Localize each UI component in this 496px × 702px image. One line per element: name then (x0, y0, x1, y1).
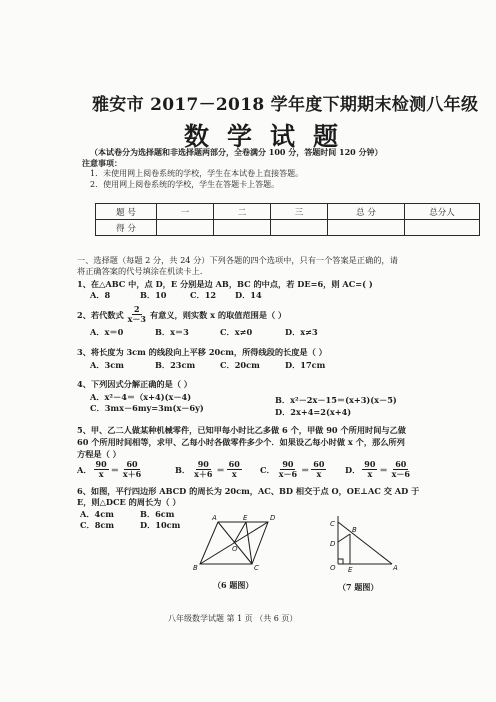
page-footer: 八年级数学试题 第 1 页 （共 6 页） (168, 614, 298, 623)
label-d: D (270, 514, 276, 522)
question-2-option-a: A．x＝0 (90, 327, 124, 337)
fraction-numerator: 60 (126, 459, 138, 469)
figure-6-caption: （6 题图） (213, 580, 254, 590)
score-table-cell: 得 分 (96, 220, 157, 236)
question-6-option-a: A．4cm (80, 509, 114, 519)
exam-note: （本试卷分为选择题和非选择题两部分，全卷满分 100 分，答题时间 120 分钟） (90, 147, 383, 157)
question-6-option-b: B．6cm (140, 509, 175, 519)
fraction-right (227, 460, 242, 479)
question-5-option-d (345, 460, 414, 479)
question-2-option-c: C．x≠0 (220, 327, 253, 337)
fraction-left (94, 460, 109, 479)
fraction-left (192, 460, 214, 479)
question-2-fraction (126, 305, 148, 324)
equals-sign: ＝ (216, 464, 225, 475)
fraction-numerator: 90 (197, 459, 209, 469)
fraction-denominator: x＋6 (122, 469, 142, 479)
figure-6-parallelogram (190, 512, 295, 572)
question-1-stem: 1、在△ABC 中，点 D，E 分别是边 AB，BC 的中点，若 DE=6，则 AC=( ) (77, 279, 373, 289)
question-5-option-b (175, 460, 244, 479)
question-3-option-a: A．3cm (90, 360, 124, 370)
label-o: O (232, 545, 238, 553)
label-e: E (348, 566, 353, 574)
fraction-denominator: x＋6 (194, 469, 213, 479)
option-label: A． (77, 464, 92, 475)
score-table-cell: 一 (157, 204, 214, 220)
question-6-line-2: E，则△DCE 的周长为（ ） (77, 497, 181, 507)
fraction-numerator: 90 (95, 459, 107, 469)
fraction-numerator: 2 (134, 304, 140, 314)
option-label: B． (175, 464, 191, 475)
score-cell-empty[interactable] (271, 220, 328, 236)
figure-7-triangle (322, 512, 412, 574)
question-4-option-a: A．x²－4＝（x+4)(x－4) (90, 392, 192, 402)
segment-inner (338, 534, 350, 542)
question-6-option-d: D．10cm (140, 520, 181, 530)
fraction-numerator: 60 (395, 459, 407, 469)
score-table (95, 203, 480, 236)
label-d: D (330, 540, 336, 548)
question-5-option-a (77, 460, 145, 479)
question-2-option-b: B．x＝3 (155, 327, 189, 337)
option-label: C． (260, 464, 275, 475)
question-3-stem: 3、将长度为 3cm 的线段向上平移 20cm，所得线段的长度是（ ） (77, 347, 327, 357)
question-2-stem-post: 有意义，则实数 x 的取值范围是（ ） (149, 309, 287, 320)
fraction-numerator: 60 (228, 459, 240, 469)
notice-item-2: 2．使用网上阅卷系统的学校，学生在答题卡上答题。 (90, 180, 280, 189)
question-1-option-a: A．8 (90, 290, 111, 300)
score-cell-empty[interactable] (157, 220, 214, 236)
question-6-line-1: 6、如图，平行四边形 ABCD 的周长为 20cm，AC、BD 相交于点 O，OE⊥AC 交 AD 于 (77, 486, 420, 496)
notice-item-1: 1．未使用网上阅卷系统的学校，学生在本试卷上直接答题。 (90, 169, 304, 178)
score-table-header-row (96, 204, 480, 220)
question-3-option-b: B．23cm (155, 360, 196, 370)
question-3-option-c: C．20cm (220, 360, 260, 370)
fraction-left (362, 460, 377, 479)
label-o: O (330, 564, 336, 572)
score-cell-empty[interactable] (328, 220, 405, 236)
fraction-denominator: x－6 (391, 469, 410, 479)
fraction-left (277, 460, 299, 479)
question-4-option-c: C．3mx－6my=3m(x－6y) (90, 403, 204, 413)
label-e: E (243, 514, 248, 522)
question-1-option-d: D．14 (235, 290, 262, 300)
question-5-line-2: 60 个所用时间相等，求甲、乙每小时各做零件多少个．如果设乙每小时做 x 个，那么所列 (77, 437, 405, 447)
score-table-cell: 总 分 (328, 204, 405, 220)
question-2-stem-pre: 2、若代数式 (77, 309, 124, 320)
question-1-option-b: B．10 (140, 290, 167, 300)
fraction-denominator: x (367, 469, 373, 479)
fraction-numerator: 90 (282, 459, 294, 469)
fraction-denominator: x－6 (278, 469, 298, 479)
question-5-line-3: 方程是（ ） (77, 449, 121, 459)
label-c: C (254, 564, 259, 572)
question-5-line-1: 5、甲、乙二人做某种机械零件，已知甲每小时比乙多做 6 个，甲做 90 个所用时间与乙做 (77, 425, 406, 435)
question-3-option-d: D．17cm (285, 360, 326, 370)
label-b: B (352, 526, 357, 534)
exam-title: 雅安市 2017－2018 学年度下期期末检测八年级 (92, 95, 479, 115)
subject-title: 数学试题 (184, 122, 357, 151)
score-table-score-row (96, 220, 480, 236)
segment-hypotenuse (338, 522, 392, 564)
question-4-option-b: B．x²－2x－15＝(x+3)(x－5) (275, 395, 397, 405)
notice-title: 注意事项： (82, 158, 122, 168)
score-table-cell: 二 (214, 204, 271, 220)
score-table-cell: 总分人 (405, 204, 480, 220)
question-4-stem: 4、下列因式分解正确的是（ ） (77, 379, 192, 389)
fraction-numerator: 90 (364, 459, 376, 469)
option-label: D． (345, 464, 361, 475)
fraction-denominator: x (231, 469, 237, 479)
fraction-denominator: x (316, 469, 322, 479)
right-angle-mark (338, 559, 343, 564)
question-1-option-c: C．12 (190, 290, 217, 300)
label-c: C (330, 520, 335, 528)
fraction-right (311, 460, 326, 479)
fraction-denominator: x－3 (127, 314, 146, 324)
fraction-denominator: x (98, 469, 104, 479)
section-intro-line-2: 将正确答案的代号填涂在机读卡上． (77, 266, 209, 276)
fraction-right (390, 460, 412, 479)
score-table-cell: 题 号 (96, 204, 157, 220)
section-intro-line-1: 一、选择题（每题 2 分，共 24 分）下列各题的四个选项中，只有一个答案是正确的，请 (77, 255, 398, 265)
score-cell-empty[interactable] (214, 220, 271, 236)
question-2-stem (77, 305, 286, 324)
question-4-option-d: D．2x+4=2(x+4) (275, 407, 352, 417)
figure-7-caption: （7 题图） (338, 582, 379, 592)
equals-sign: ＝ (301, 464, 310, 475)
label-a: A (212, 514, 217, 522)
question-6-option-c: C．8cm (80, 520, 115, 530)
equals-sign: ＝ (379, 464, 388, 475)
fraction-numerator: 60 (313, 459, 325, 469)
question-2-option-d: D．x≠3 (285, 327, 318, 337)
label-b: B (193, 564, 198, 572)
equals-sign: ＝ (110, 464, 119, 475)
score-cell-empty[interactable] (405, 220, 480, 236)
question-5-option-c (260, 460, 328, 479)
fraction-right (121, 460, 143, 479)
score-table-cell: 三 (271, 204, 328, 220)
label-a: A (393, 564, 398, 572)
